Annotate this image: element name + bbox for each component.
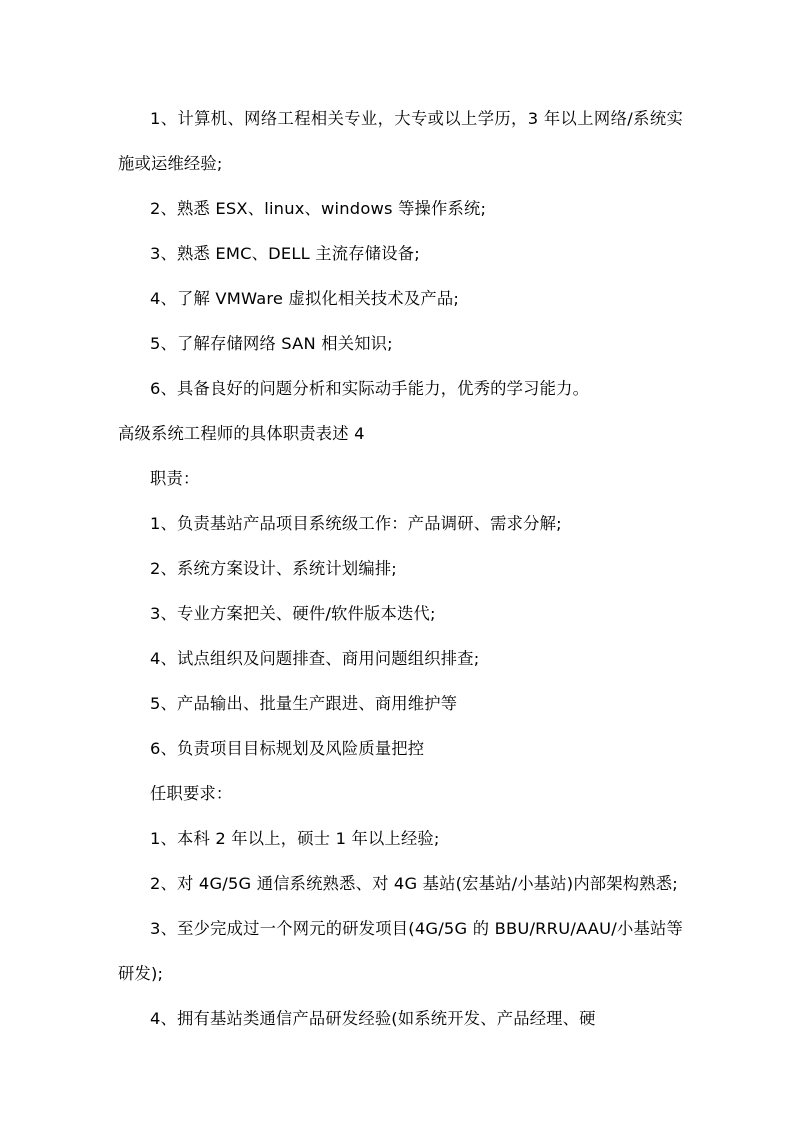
- duty-item-2: 2、系统方案设计、系统计划编排;: [150, 559, 397, 578]
- duties-label: 职责：: [150, 469, 200, 488]
- duty-item-1: 1、负责基站产品项目系统级工作：产品调研、需求分解;: [150, 514, 562, 533]
- requirement-item-2: 2、熟悉 ESX、linux、windows 等操作系统;: [150, 199, 487, 218]
- section-heading-4: 高级系统工程师的具体职责表述 4: [118, 424, 365, 443]
- requirement-item-4: 4、了解 VMWare 虚拟化相关技术及产品;: [150, 289, 460, 308]
- duty-item-6: 6、负责项目目标规划及风险质量把控: [150, 739, 425, 758]
- qualifications-label: 任职要求：: [150, 784, 233, 803]
- qualification-item-2: 2、对 4G/5G 通信系统熟悉、对 4G 基站(宏基站/小基站)内部架构熟悉;: [150, 874, 678, 893]
- qualification-item-1: 1、本科 2 年以上，硕士 1 年以上经验;: [150, 829, 440, 848]
- requirement-item-5: 5、了解存储网络 SAN 相关知识;: [150, 334, 393, 353]
- qualification-item-4: 4、拥有基站类通信产品研发经验(如系统开发、产品经理、硬: [150, 1009, 596, 1028]
- duty-item-3: 3、专业方案把关、硬件/软件版本迭代;: [150, 604, 436, 623]
- requirement-item-6: 6、具备良好的问题分析和实际动手能力，优秀的学习能力。: [150, 379, 590, 398]
- requirement-item-1: 1、计算机、网络工程相关专业，大专或以上学历，3 年以上网络/系统实施或运维经验;: [118, 109, 683, 173]
- duty-item-5: 5、产品输出、批量生产跟进、商用维护等: [150, 694, 458, 713]
- qualification-item-3: 3、至少完成过一个网元的研发项目(4G/5G 的 BBU/RRU/AAU/小基站等研发);: [118, 919, 683, 983]
- document-body: [118, 96, 683, 1041]
- duty-item-4: 4、试点组织及问题排查、商用问题组织排查;: [150, 649, 480, 668]
- requirement-item-3: 3、熟悉 EMC、DELL 主流存储设备;: [150, 244, 420, 263]
